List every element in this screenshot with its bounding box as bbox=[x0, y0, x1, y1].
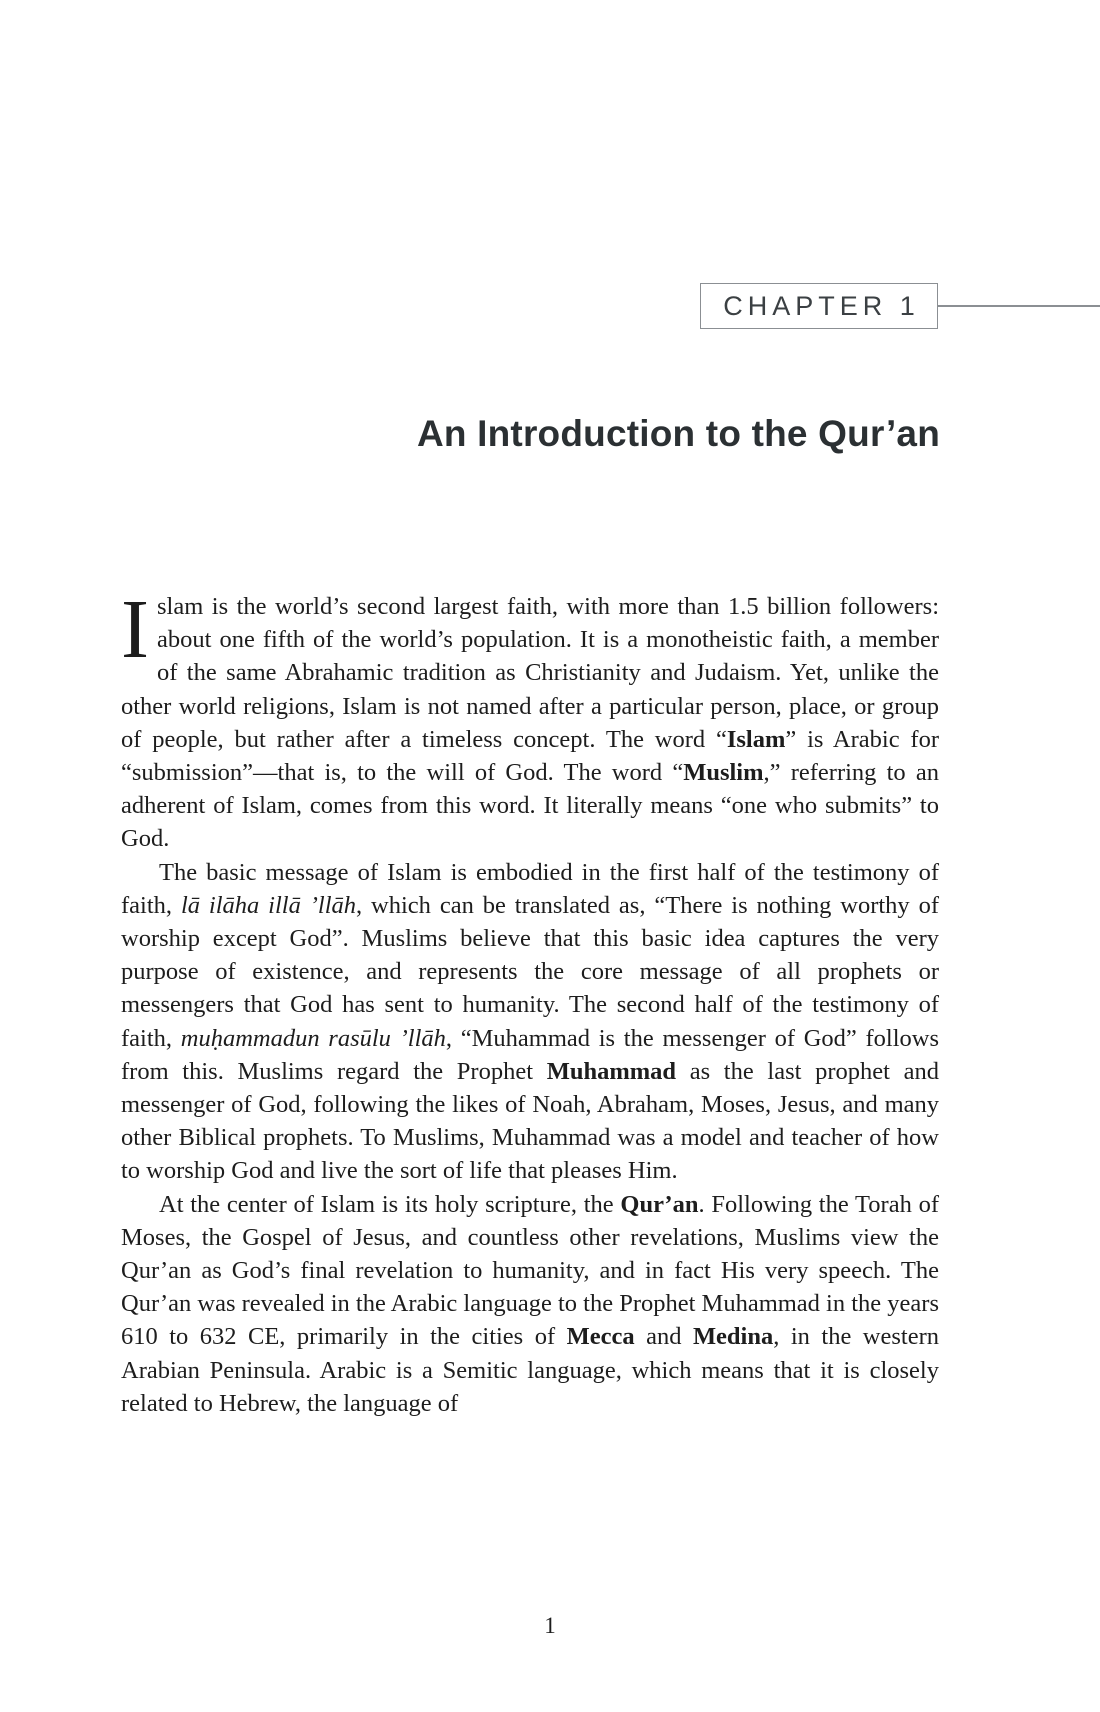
paragraph-2 bbox=[121, 856, 939, 1188]
transliteration-term: muḥammadun rasūlu ’llāh bbox=[180, 1024, 446, 1052]
paragraph-3 bbox=[121, 1188, 939, 1420]
emphasis-term: Qur’an bbox=[620, 1190, 699, 1218]
chapter-label-rule bbox=[938, 305, 1100, 307]
paragraph-3-text: At the center of Islam is its holy scripture, the Qur’an. Following the Torah of Moses, the Gospel of Jesus, and countless other revelations, Muslims view the Qur’an as God’s final revelation to humanity, and in fact His very speech. The Qur’an was revealed in the Arabic language to the Prophet Muhammad in the years 610 to 632 CE, primarily in the cities of Mecca and Medina, in the western Arabian Peninsula. Arabic is a Semitic language, which means that it is closely related to Hebrew, the language of bbox=[121, 1190, 939, 1417]
chapter-label-box bbox=[700, 283, 938, 329]
emphasis-term: Islam bbox=[726, 725, 786, 753]
emphasis-term: Mecca bbox=[566, 1323, 635, 1351]
emphasis-term: Muslim bbox=[683, 759, 764, 787]
paragraph-1-text: slam is the world’s second largest faith, with more than 1.5 billion followers: about one fifth of the world’s population. It is a monotheistic faith, a member of the same Abrahamic tradition as Christianity and Judaism. Yet, unlike the other world religions, Islam is not named after a particular person, place, or group of people, but rather after a timeless concept. The word “Islam” is Arabic for “submission”—that is, to the will of God. The word “Muslim,” referring to an adherent of Islam, comes from this word. It literally means “one who submits” to God. bbox=[121, 593, 939, 853]
emphasis-term: Muhammad bbox=[546, 1057, 677, 1085]
paragraph-1 bbox=[121, 583, 939, 856]
chapter-label-group bbox=[700, 283, 1100, 331]
chapter-label-text: CHAPTER 1 bbox=[723, 290, 920, 321]
paragraph-2-text: The basic message of Islam is embodied in the first half of the testimony of faith, lā ilāha illā ’llāh, which can be translated as, “There is nothing worthy of worship except God”. Muslims believe that this basic idea captures the very purpose of existence, and represents the core message of all prophets or messengers that God has sent to humanity. The second half of the testimony of faith, muḥammadun rasūlu ’llāh, “Muhammad is the messenger of God” follows from this. Muslims regard the Prophet Muhammad as the last prophet and messenger of God, following the likes of Noah, Abraham, Moses, Jesus, and many other Biblical prophets. To Muslims, Muhammad was a model and teacher of how to worship God and live the sort of life that pleases Him. bbox=[121, 858, 939, 1185]
transliteration-term: lā ilāha illā ’llāh bbox=[180, 891, 357, 919]
page-title: An Introduction to the Qur’an bbox=[416, 412, 940, 454]
body-text-column bbox=[121, 583, 939, 1420]
page-number: 1 bbox=[544, 1613, 556, 1638]
emphasis-term: Medina bbox=[692, 1323, 774, 1351]
drop-cap: I bbox=[121, 583, 149, 676]
